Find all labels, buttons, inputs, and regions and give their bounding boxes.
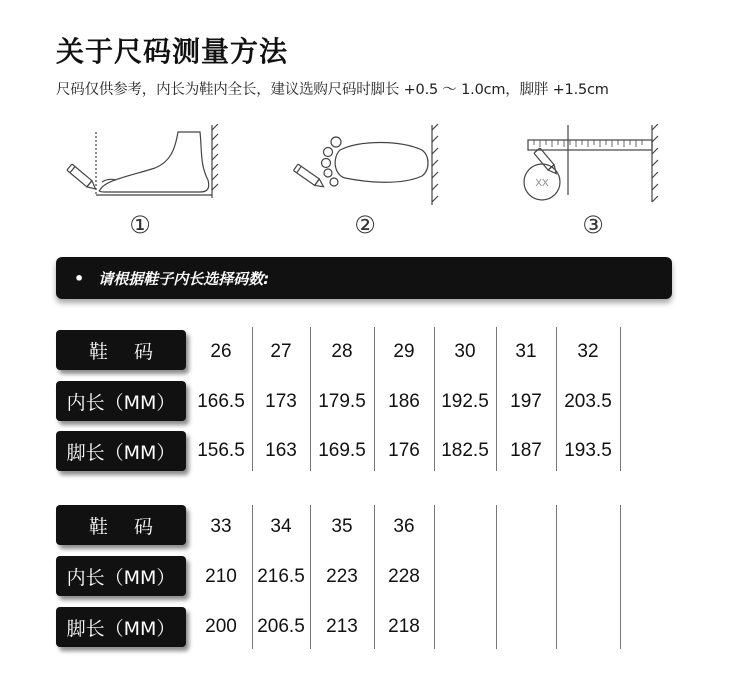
table1-inner-cell: 173 xyxy=(265,391,297,412)
table1-inner-length-label: 内长（MM） xyxy=(56,381,186,421)
step-2-number: ② xyxy=(354,211,376,239)
table2-divider xyxy=(556,505,557,649)
table1-size-cell: 28 xyxy=(331,341,353,362)
table1-divider xyxy=(252,327,253,471)
table1-divider xyxy=(620,327,621,471)
table1-foot-cell: 156.5 xyxy=(197,440,245,461)
table1-divider xyxy=(496,327,497,471)
table1-foot-length-label: 脚长（MM） xyxy=(56,431,186,471)
banner-text: 请根据鞋子内长选择码数: xyxy=(98,269,270,288)
table2-size-cell: 35 xyxy=(331,516,353,537)
table2-foot-length-label: 脚长（MM） xyxy=(56,607,186,647)
table2-divider xyxy=(374,505,375,649)
table2-size-cell: 33 xyxy=(210,516,232,537)
table2-size-cell: 34 xyxy=(270,516,292,537)
table1-size-cell: 32 xyxy=(577,341,599,362)
table2-size-cell: 36 xyxy=(393,516,415,537)
table2-inner-cell: 223 xyxy=(326,566,358,587)
table2-divider xyxy=(252,505,253,649)
table2-inner-cell: 228 xyxy=(388,566,420,587)
foot-top-measure-icon xyxy=(290,120,450,210)
table1-size-cell: 29 xyxy=(393,341,415,362)
foot-side-measure-icon xyxy=(60,120,220,210)
table2-inner-cell: 210 xyxy=(205,566,237,587)
table1-size-cell: 30 xyxy=(454,341,476,362)
table2-divider xyxy=(310,505,311,649)
table1-size-cell: 31 xyxy=(515,341,537,362)
table2-size-label: 鞋码 xyxy=(56,505,186,545)
table1-foot-cell: 176 xyxy=(388,440,420,461)
page-title: 关于尺码测量方法 xyxy=(56,35,289,68)
table1-inner-cell: 166.5 xyxy=(197,391,245,412)
table1-foot-cell: 187 xyxy=(510,440,542,461)
banner-bullet: • xyxy=(74,268,85,288)
step-3-number: ③ xyxy=(582,211,604,239)
table1-foot-cell: 169.5 xyxy=(318,440,366,461)
table1-inner-cell: 179.5 xyxy=(318,391,366,412)
table1-divider xyxy=(434,327,435,471)
table1-inner-cell: 203.5 xyxy=(564,391,612,412)
table2-divider xyxy=(620,505,621,649)
table1-divider xyxy=(310,327,311,471)
table2-divider xyxy=(434,505,435,649)
step-1-number: ① xyxy=(129,211,151,239)
table2-foot-cell: 213 xyxy=(326,616,358,637)
table1-foot-cell: 163 xyxy=(265,440,297,461)
table2-divider xyxy=(496,505,497,649)
table1-foot-cell: 193.5 xyxy=(564,440,612,461)
table1-size-cell: 27 xyxy=(270,341,292,362)
table2-foot-cell: 200 xyxy=(205,616,237,637)
table1-foot-cell: 182.5 xyxy=(441,440,489,461)
table2-foot-cell: 218 xyxy=(388,616,420,637)
table1-size-cell: 26 xyxy=(210,341,232,362)
table1-inner-cell: 186 xyxy=(388,391,420,412)
table1-inner-cell: 197 xyxy=(510,391,542,412)
table1-divider xyxy=(556,327,557,471)
size-note: 尺码仅供参考，内长为鞋内全长，建议选购尺码时脚长 +0.5 ～ 1.0cm，脚胖 +1.5cm xyxy=(56,82,609,98)
instruction-banner xyxy=(56,257,672,299)
foot-width-measure-icon xyxy=(510,120,670,210)
circle-mark-label: XX xyxy=(535,178,549,189)
table2-foot-cell: 206.5 xyxy=(257,616,305,637)
table1-size-label: 鞋码 xyxy=(56,330,186,370)
table1-inner-cell: 192.5 xyxy=(441,391,489,412)
table2-inner-cell: 216.5 xyxy=(257,566,305,587)
table2-inner-length-label: 内长（MM） xyxy=(56,556,186,596)
table1-divider xyxy=(374,327,375,471)
